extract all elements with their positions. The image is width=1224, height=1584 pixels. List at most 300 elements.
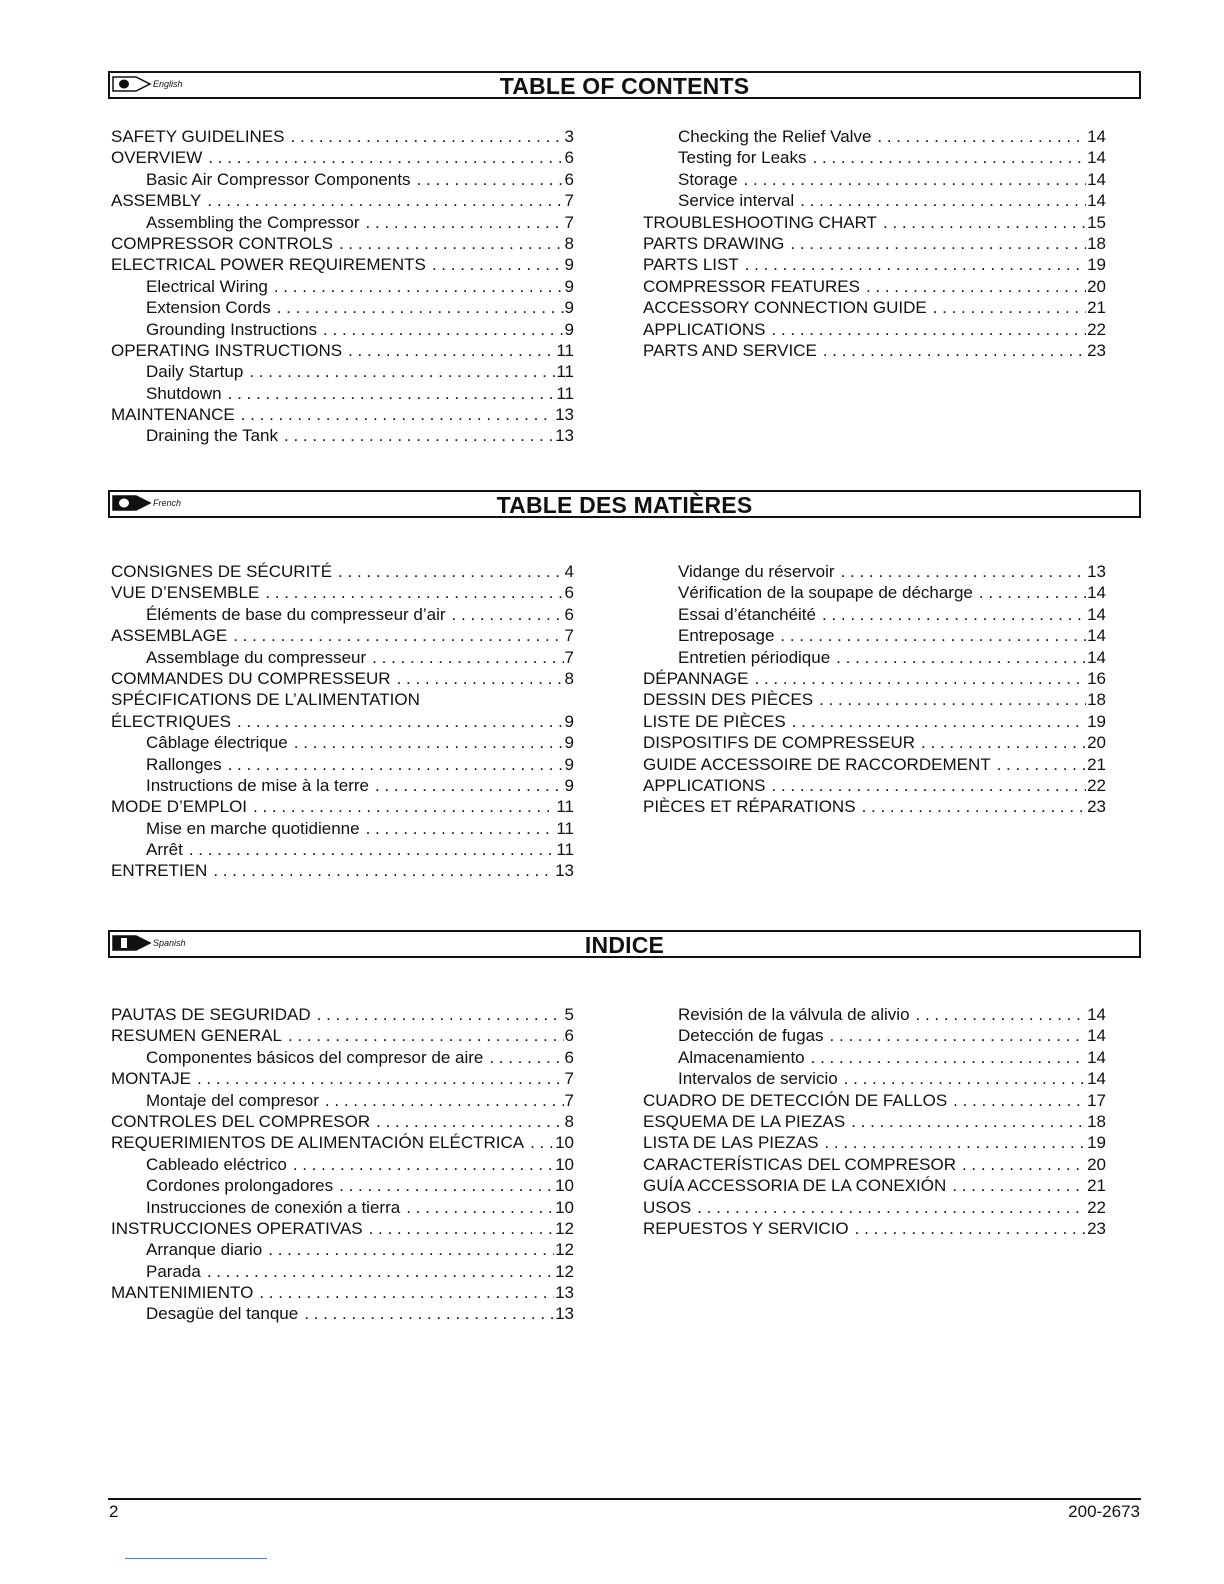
toc-entry-page: 13 xyxy=(1087,562,1106,581)
toc-dot-leader xyxy=(432,255,564,275)
toc-dot-leader xyxy=(883,213,1086,233)
toc-entry-page: 11 xyxy=(556,797,574,817)
toc-dot-leader xyxy=(369,1219,555,1239)
toc-entry-page: 14 xyxy=(1087,1026,1106,1046)
toc-dot-leader xyxy=(417,170,564,190)
footer-rule xyxy=(108,1498,1141,1500)
toc-entry xyxy=(111,861,574,882)
toc-dot-leader xyxy=(397,669,564,689)
toc-entry-page: 20 xyxy=(1087,733,1106,753)
toc-entry xyxy=(643,733,1106,754)
toc-entry xyxy=(111,1026,574,1047)
toc-entry-page: 14 xyxy=(1087,1069,1106,1089)
toc-entry-label: ASSEMBLY xyxy=(111,191,202,211)
toc-entry-page: 6 xyxy=(564,604,574,624)
toc-entry xyxy=(643,648,1106,669)
toc-entry-label: MAINTENANCE xyxy=(111,405,235,425)
toc-dot-leader xyxy=(265,583,563,603)
toc-entry-label: Basic Air Compressor Components xyxy=(146,169,411,189)
toc-dot-leader xyxy=(207,191,563,211)
link-underline xyxy=(125,1558,267,1559)
toc-entry-page: 10 xyxy=(555,1176,574,1196)
toc-entry xyxy=(643,191,1106,212)
toc-entry-page: 6 xyxy=(564,1047,574,1067)
toc-entry-label: PAUTAS DE SEGURIDAD xyxy=(111,1005,311,1024)
toc-entry-page: 14 xyxy=(1087,1005,1106,1024)
toc-entry-label: GUÍA ACCESSORIA DE LA CONEXIÓN xyxy=(643,1176,947,1196)
toc-entry xyxy=(643,1069,1106,1090)
section-header-english xyxy=(108,71,1141,99)
toc-entry-label: Éléments de base du compresseur d’air xyxy=(146,604,446,624)
toc-entry-page: 12 xyxy=(555,1261,574,1281)
toc-dot-leader xyxy=(249,362,555,382)
toc-dot-leader xyxy=(253,797,555,817)
toc-dot-leader xyxy=(819,690,1086,710)
toc-entry-page: 14 xyxy=(1087,626,1106,646)
toc-dot-leader xyxy=(348,341,555,361)
toc-entry xyxy=(643,626,1106,647)
toc-dot-leader xyxy=(189,840,556,860)
toc-entry-label: Desagüe del tanque xyxy=(146,1304,299,1324)
toc-entry xyxy=(111,384,574,405)
toc-entry-page: 17 xyxy=(1087,1090,1106,1110)
toc-entry xyxy=(111,362,574,383)
toc-entry-page: 21 xyxy=(1087,1176,1106,1196)
toc-entry-label: ENTRETIEN xyxy=(111,861,208,881)
toc-dot-leader xyxy=(366,213,564,233)
toc-entry-page: 11 xyxy=(556,818,574,838)
toc-dot-leader xyxy=(233,626,563,646)
section-title: INDICE xyxy=(584,932,665,958)
section-title: TABLE DES MATIÈRES xyxy=(496,492,753,518)
section-header-spanish xyxy=(108,930,1141,958)
toc-entry xyxy=(643,605,1106,626)
toc-entry-page: 14 xyxy=(1087,191,1106,211)
toc-dot-leader xyxy=(780,626,1086,646)
toc-entry-page: 23 xyxy=(1087,797,1106,817)
toc-entry-label: ASSEMBLAGE xyxy=(111,626,228,646)
toc-entry xyxy=(111,1133,574,1154)
toc-entry xyxy=(111,712,574,733)
toc-entry-label: Vidange du réservoir xyxy=(678,562,835,581)
toc-dot-leader xyxy=(866,277,1086,297)
toc-entry xyxy=(111,733,574,754)
toc-entry-label: SAFETY GUIDELINES xyxy=(111,127,285,146)
toc-dot-leader xyxy=(855,1219,1086,1239)
toc-entry-label: Mise en marche quotidienne xyxy=(146,818,360,838)
toc-entry-page: 12 xyxy=(555,1218,574,1238)
toc-entry-page: 23 xyxy=(1087,340,1106,360)
toc-entry xyxy=(111,1005,574,1026)
toc-entry xyxy=(643,1155,1106,1176)
toc-dot-leader xyxy=(916,1005,1087,1025)
toc-entry-label: Entreposage xyxy=(678,626,775,646)
toc-dot-leader xyxy=(745,255,1086,275)
toc-entry-page: 23 xyxy=(1087,1218,1106,1238)
toc-entry-label: ELECTRICAL POWER REQUIREMENTS xyxy=(111,255,426,275)
toc-entry-label: Montaje del compresor xyxy=(146,1090,319,1110)
toc-entry xyxy=(111,1262,574,1283)
toc-entry-page: 6 xyxy=(564,169,574,189)
toc-entry-label: Vérification de la soupape de décharge xyxy=(678,583,973,603)
toc-dot-leader xyxy=(274,277,564,297)
toc-entry-label: OVERVIEW xyxy=(111,148,203,168)
toc-entry-page: 11 xyxy=(556,340,574,360)
toc-entry-label: APPLICATIONS xyxy=(643,775,766,795)
toc-entry xyxy=(111,1240,574,1261)
toc-dot-leader xyxy=(452,605,564,625)
toc-dot-leader xyxy=(237,712,564,732)
toc-entry-page: 20 xyxy=(1087,1154,1106,1174)
toc-entry xyxy=(111,669,574,690)
toc-entry xyxy=(111,1069,574,1090)
toc-entry-page: 14 xyxy=(1087,148,1106,168)
toc-entry-page: 13 xyxy=(555,861,574,881)
toc-entry xyxy=(111,583,574,604)
toc-dot-leader xyxy=(841,562,1087,582)
toc-dot-leader xyxy=(862,797,1087,817)
toc-entry-label: Assemblage du compresseur xyxy=(146,647,367,667)
toc-entry-label: COMMANDES DU COMPRESSEUR xyxy=(111,668,391,688)
toc-column-right xyxy=(643,1005,1106,1240)
toc-entry-label: Revisión de la válvula de alivio xyxy=(678,1005,910,1024)
toc-column-left xyxy=(111,1005,574,1326)
toc-dot-leader xyxy=(953,1091,1086,1111)
toc-entry xyxy=(643,776,1106,797)
toc-entry-page: 19 xyxy=(1087,711,1106,731)
toc-dot-leader xyxy=(207,1262,554,1282)
toc-entry-page: 10 xyxy=(555,1154,574,1174)
toc-entry-page: 6 xyxy=(564,1026,574,1046)
toc-entry-label: Service interval xyxy=(678,191,795,211)
toc-dot-leader xyxy=(277,298,564,318)
toc-entry-page: 18 xyxy=(1087,690,1106,710)
language-label: Spanish xyxy=(153,938,186,948)
toc-entry-page: 16 xyxy=(1087,668,1106,688)
toc-entry xyxy=(111,1048,574,1069)
toc-entry-label: Componentes básicos del compresor de aire xyxy=(146,1047,484,1067)
toc-entry-page: 20 xyxy=(1087,276,1106,296)
toc-dot-leader xyxy=(824,1133,1086,1153)
toc-dot-leader xyxy=(830,1026,1087,1046)
toc-entry xyxy=(111,298,574,319)
toc-entry-label: Storage xyxy=(678,169,738,189)
toc-dot-leader xyxy=(851,1112,1086,1132)
toc-entry-label: Instructions de mise à la terre xyxy=(146,775,369,795)
toc-entry-page: 9 xyxy=(564,298,574,318)
toc-dot-leader xyxy=(375,776,564,796)
toc-entry-label: Draining the Tank xyxy=(146,426,278,446)
toc-dot-leader xyxy=(323,320,563,340)
toc-dot-leader xyxy=(288,1026,564,1046)
toc-entry-page: 9 xyxy=(564,754,574,774)
toc-entry xyxy=(643,690,1106,711)
toc-entry-label: Checking the Relief Valve xyxy=(678,127,872,146)
toc-entry-page: 22 xyxy=(1087,319,1106,339)
toc-dot-leader xyxy=(406,1198,554,1218)
toc-entry-label: MODE D’EMPLOI xyxy=(111,797,248,817)
toc-dot-leader xyxy=(822,605,1086,625)
toc-dot-leader xyxy=(228,384,556,404)
toc-entry xyxy=(643,583,1106,604)
toc-entry-page: 18 xyxy=(1087,233,1106,253)
toc-entry xyxy=(111,1283,574,1304)
section-title: TABLE OF CONTENTS xyxy=(499,73,750,99)
toc-entry xyxy=(111,626,574,647)
toc-entry-label: Almacenamiento xyxy=(678,1047,805,1067)
toc-entry-page: 21 xyxy=(1087,298,1106,318)
toc-entry-page: 9 xyxy=(564,711,574,731)
toc-entry xyxy=(111,255,574,276)
toc-entry xyxy=(111,320,574,341)
toc-entry-label: Detección de fugas xyxy=(678,1026,824,1046)
toc-dot-leader xyxy=(813,148,1087,168)
toc-dot-leader xyxy=(213,861,554,881)
toc-entry-label: CONTROLES DEL COMPRESOR xyxy=(111,1111,371,1131)
toc-dot-leader xyxy=(197,1069,564,1089)
toc-entry-page: 7 xyxy=(564,1090,574,1110)
toc-dot-leader xyxy=(339,1176,554,1196)
toc-dot-leader xyxy=(962,1155,1086,1175)
toc-dot-leader xyxy=(338,562,563,582)
toc-entry-page: 8 xyxy=(564,668,574,688)
toc-entry-page: 19 xyxy=(1087,255,1106,275)
section-header-french xyxy=(108,490,1141,518)
toc-dot-leader xyxy=(268,1240,554,1260)
toc-entry-label: MONTAJE xyxy=(111,1069,191,1089)
toc-dot-leader xyxy=(208,148,563,168)
toc-entry xyxy=(111,648,574,669)
toc-entry-label: Arrêt xyxy=(146,840,183,860)
toc-entry-page: 3 xyxy=(564,127,574,146)
toc-dot-leader xyxy=(800,191,1086,211)
toc-entry-page: 13 xyxy=(555,1304,574,1324)
toc-entry-page: 14 xyxy=(1087,1047,1106,1067)
toc-entry xyxy=(643,1048,1106,1069)
toc-entry xyxy=(643,1176,1106,1197)
toc-entry-page: 8 xyxy=(564,1111,574,1131)
language-label: French xyxy=(153,498,182,508)
toc-entry xyxy=(643,1026,1106,1047)
toc-entry xyxy=(643,298,1106,319)
toc-entry-page: 14 xyxy=(1087,583,1106,603)
toc-entry xyxy=(111,148,574,169)
toc-entry-label: OPERATING INSTRUCTIONS xyxy=(111,340,343,360)
toc-entry-page: 13 xyxy=(555,405,574,425)
toc-entry-label: PARTS LIST xyxy=(643,255,739,275)
toc-entry-page: 22 xyxy=(1087,1197,1106,1217)
toc-entry-label: ÉLECTRIQUES xyxy=(111,711,231,731)
toc-entry xyxy=(111,1198,574,1219)
toc-entry-label: Intervalos de servicio xyxy=(678,1069,838,1089)
toc-entry xyxy=(111,277,574,298)
toc-entry xyxy=(643,148,1106,169)
toc-entry xyxy=(643,562,1106,583)
toc-entry-page: 10 xyxy=(555,1133,574,1153)
toc-entry xyxy=(643,320,1106,341)
toc-dot-leader xyxy=(294,733,564,753)
toc-entry-page: 14 xyxy=(1087,604,1106,624)
toc-entry-label: Parada xyxy=(146,1261,201,1281)
toc-dot-leader xyxy=(317,1005,564,1025)
toc-entry xyxy=(111,213,574,234)
toc-entry xyxy=(643,755,1106,776)
toc-dot-leader xyxy=(325,1091,564,1111)
toc-entry xyxy=(111,797,574,818)
toc-dot-leader xyxy=(697,1198,1086,1218)
toc-dot-leader xyxy=(792,712,1086,732)
toc-entry-label: Cableado eléctrico xyxy=(146,1154,287,1174)
toc-entry xyxy=(111,234,574,255)
toc-entry-label: LISTE DE PIÈCES xyxy=(643,711,786,731)
toc-entry-label: TROUBLESHOOTING CHART xyxy=(643,212,877,232)
toc-entry xyxy=(111,405,574,426)
toc-entry-label: Grounding Instructions xyxy=(146,319,318,339)
toc-entry-page: 18 xyxy=(1087,1111,1106,1131)
toc-entry xyxy=(643,1112,1106,1133)
toc-entry xyxy=(111,1112,574,1133)
toc-entry-label: Assembling the Compressor xyxy=(146,212,360,232)
toc-entry-page: 14 xyxy=(1087,169,1106,189)
toc-entry xyxy=(111,191,574,212)
toc-entry-page: 7 xyxy=(564,626,574,646)
toc-entry-label: APPLICATIONS xyxy=(643,319,766,339)
toc-dot-leader xyxy=(293,1155,554,1175)
toc-entry-page: 9 xyxy=(564,276,574,296)
toc-entry xyxy=(111,170,574,191)
toc-dot-leader xyxy=(772,320,1087,340)
toc-entry-label: RESUMEN GENERAL xyxy=(111,1026,282,1046)
toc-column-right xyxy=(643,127,1106,362)
toc-entry-label: Instrucciones de conexión a tierra xyxy=(146,1197,401,1217)
toc-entry xyxy=(111,755,574,776)
toc-entry-label: CUADRO DE DETECCIÓN DE FALLOS xyxy=(643,1090,948,1110)
toc-entry-label: VUE D’ENSEMBLE xyxy=(111,583,260,603)
toc-entry-label: CARACTERÍSTICAS DEL COMPRESOR xyxy=(643,1154,956,1174)
toc-dot-leader xyxy=(952,1176,1086,1196)
toc-dot-leader xyxy=(844,1069,1086,1089)
toc-entry xyxy=(111,1219,574,1240)
toc-entry xyxy=(643,1133,1106,1154)
toc-entry xyxy=(643,234,1106,255)
toc-entry-page: 6 xyxy=(564,148,574,168)
toc-entry-page: 21 xyxy=(1087,754,1106,774)
toc-entry-page: 4 xyxy=(564,562,574,581)
toc-entry-page: 14 xyxy=(1087,127,1106,146)
page-number: 2 xyxy=(109,1502,119,1521)
toc-entry xyxy=(643,277,1106,298)
toc-dot-leader xyxy=(228,755,564,775)
toc-column-left xyxy=(111,127,574,448)
toc-column-right xyxy=(643,562,1106,819)
toc-dot-leader xyxy=(304,1304,554,1324)
toc-entry-label: LISTA DE LAS PIEZAS xyxy=(643,1133,819,1153)
toc-entry-page: 9 xyxy=(564,733,574,753)
toc-entry xyxy=(111,1091,574,1112)
toc-dot-leader xyxy=(811,1048,1086,1068)
toc-entry-label: Essai d’étanchéité xyxy=(678,604,816,624)
toc-entry-page: 15 xyxy=(1087,212,1106,232)
toc-dot-leader xyxy=(755,669,1087,689)
toc-entry xyxy=(111,776,574,797)
toc-entry-page: 7 xyxy=(564,212,574,232)
toc-entry xyxy=(111,1304,574,1325)
toc-entry-label: Extension Cords xyxy=(146,298,271,318)
toc-dot-leader xyxy=(823,341,1086,361)
toc-dot-leader xyxy=(284,426,554,446)
toc-entry-page: 12 xyxy=(555,1240,574,1260)
toc-entry-label: PIÈCES ET RÉPARATIONS xyxy=(643,797,856,817)
toc-entry-label: COMPRESSOR CONTROLS xyxy=(111,233,333,253)
toc-entry-label: PARTS AND SERVICE xyxy=(643,340,817,360)
toc-entry-label: MANTENIMIENTO xyxy=(111,1283,254,1303)
toc-dot-leader xyxy=(259,1283,554,1303)
toc-entry-label: Arranque diario xyxy=(146,1240,263,1260)
toc-entry-label: Câblage électrique xyxy=(146,733,288,753)
toc-entry xyxy=(111,605,574,626)
toc-entry-page: 5 xyxy=(564,1005,574,1024)
toc-dot-leader xyxy=(339,234,564,254)
toc-entry-page: 9 xyxy=(564,255,574,275)
toc-entry-label: PARTS DRAWING xyxy=(643,233,785,253)
toc-dot-leader xyxy=(376,1112,563,1132)
toc-dot-leader xyxy=(772,776,1087,796)
toc-dot-leader xyxy=(291,127,564,147)
toc-entry xyxy=(111,690,574,711)
toc-entry xyxy=(643,127,1106,148)
toc-entry xyxy=(111,127,574,148)
toc-entry-label: USOS xyxy=(643,1197,692,1217)
toc-entry-label: ESQUEMA DE LA PIEZAS xyxy=(643,1111,846,1131)
toc-entry-page: 7 xyxy=(564,1069,574,1089)
toc-entry-page: 11 xyxy=(556,362,574,382)
toc-entry-label: CONSIGNES DE SÉCURITÉ xyxy=(111,562,333,581)
toc-entry-label: REPUESTOS Y SERVICIO xyxy=(643,1218,849,1238)
toc-dot-leader xyxy=(241,405,554,425)
toc-dot-leader xyxy=(530,1133,554,1153)
toc-dot-leader xyxy=(997,755,1086,775)
toc-entry xyxy=(111,1155,574,1176)
toc-entry-page: 13 xyxy=(555,426,574,446)
toc-dot-leader xyxy=(836,648,1086,668)
toc-entry-label: DESSIN DES PIÈCES xyxy=(643,690,814,710)
toc-entry xyxy=(643,1219,1106,1240)
toc-entry xyxy=(111,840,574,861)
toc-entry-page: 7 xyxy=(564,191,574,211)
toc-entry-label: Rallonges xyxy=(146,754,222,774)
toc-entry-page: 6 xyxy=(564,583,574,603)
toc-entry-page: 13 xyxy=(555,1283,574,1303)
toc-entry xyxy=(643,1091,1106,1112)
document-number: 200-2673 xyxy=(1068,1502,1140,1521)
toc-entry-label: DÉPANNAGE xyxy=(643,668,749,688)
toc-entry xyxy=(111,562,574,583)
toc-entry-page: 14 xyxy=(1087,647,1106,667)
toc-entry-label: Cordones prolongadores xyxy=(146,1176,334,1196)
toc-entry-label: DISPOSITIFS DE COMPRESSEUR xyxy=(643,733,916,753)
toc-entry-label: Entretien périodique xyxy=(678,647,831,667)
language-label: English xyxy=(153,79,183,89)
toc-entry-page: 11 xyxy=(556,383,574,403)
toc-column-left xyxy=(111,562,574,883)
toc-entry-label: Shutdown xyxy=(146,383,222,403)
toc-entry xyxy=(643,1005,1106,1026)
toc-entry xyxy=(111,426,574,447)
toc-entry xyxy=(643,1198,1106,1219)
toc-dot-leader xyxy=(366,819,556,839)
toc-entry-label: Daily Startup xyxy=(146,362,244,382)
toc-entry xyxy=(643,669,1106,690)
